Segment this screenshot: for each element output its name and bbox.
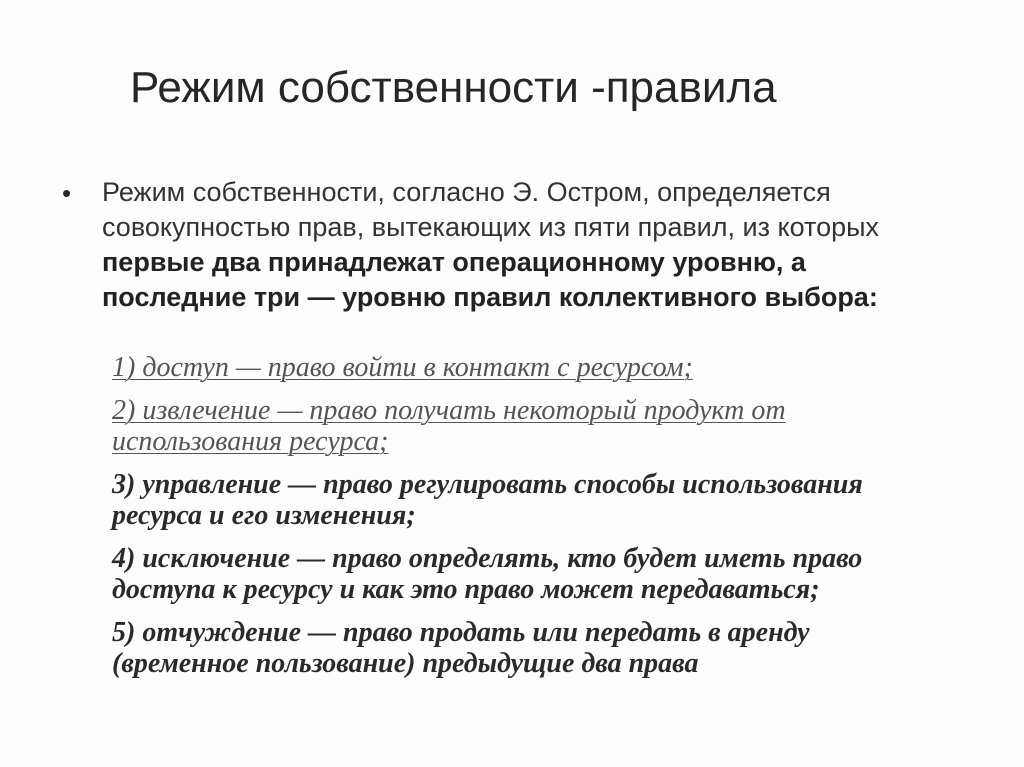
- rule-management: 3) управление — право регулировать способы использования ресурса и его изменения;: [112, 469, 863, 531]
- rules-list: [112, 352, 952, 691]
- rule-exclusion: 4) исключение — право определять, кто будет иметь право доступа к ресурсу и как это право может передаваться;: [112, 543, 863, 605]
- rule-withdrawal: 2) извлечение — право получать некоторый продукт от использования ресурса;: [112, 395, 786, 457]
- bullet-text-plain: Режим собственности, согласно Э. Остром, определяется совокупностью прав, вытекающих из пяти правил, из которых: [102, 177, 880, 242]
- bullet-marker-icon: •: [62, 178, 72, 208]
- rule-access: 1) доступ — право войти в контакт с ресурсом;: [112, 352, 693, 383]
- slide-title: Режим собственности -правила: [130, 63, 777, 112]
- bullet-item: [60, 175, 960, 315]
- rule-alienation: 5) отчуждение — право продать или передать в аренду (временное пользование) предыдущие два права: [112, 617, 810, 679]
- bullet-text: [102, 175, 942, 315]
- bullet-text-bold: первые два принадлежат операционному уровню, а последние три — уровню правил коллективного выбора:: [102, 247, 878, 312]
- bullet-list: [60, 175, 960, 315]
